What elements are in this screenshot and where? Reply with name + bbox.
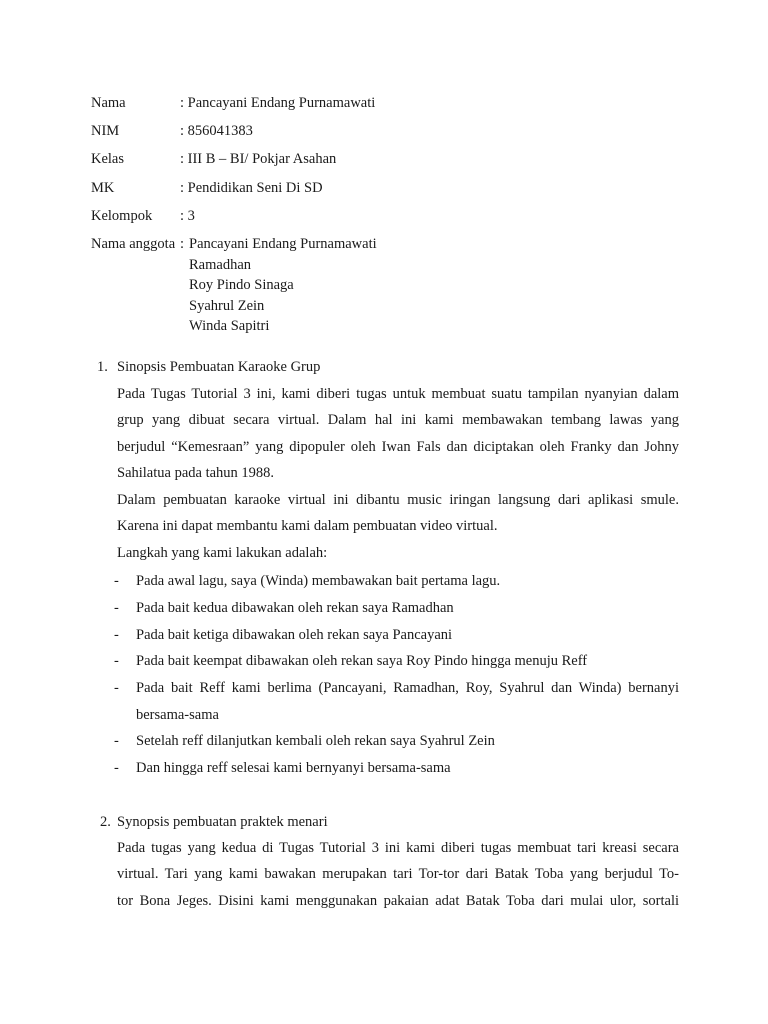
bullet-dash: - xyxy=(114,573,119,589)
value-nim: : 856041383 xyxy=(180,123,253,139)
bullet-dash: - xyxy=(114,653,119,669)
paragraph-line: tor Bona Jeges. Disini kami menggunakan pakaian adat Batak Toba dari mulai ulor, sortali xyxy=(117,893,679,909)
list-item: Setelah reff dilanjutkan kembali oleh rekan saya Syahrul Zein xyxy=(136,733,495,749)
paragraph-line: Dalam pembuatan karaoke virtual ini dibantu music iringan langsung dari aplikasi smule. xyxy=(117,492,679,508)
value-nama: : Pancayani Endang Purnamawati xyxy=(180,95,376,111)
label-mk: MK xyxy=(91,180,115,196)
paragraph-line: Sahilatua pada tahun 1988. xyxy=(117,465,275,481)
section-2-number: 2. xyxy=(100,814,111,830)
value-mk: : Pendidikan Seni Di SD xyxy=(180,180,323,196)
paragraph-line: Pada Tugas Tutorial 3 ini, kami diberi tugas untuk membuat suatu tampilan nyanyian dalam xyxy=(117,386,679,402)
label-nim: NIM xyxy=(91,123,120,139)
value-kelompok: : 3 xyxy=(180,208,195,224)
bullet-dash: - xyxy=(114,600,119,616)
paragraph-line: Karena ini dapat membantu kami dalam pembuatan video virtual. xyxy=(117,518,498,534)
list-item: Pada bait ketiga dibawakan oleh rekan saya Pancayani xyxy=(136,627,453,643)
bullet-dash: - xyxy=(114,680,119,696)
list-item: Pada bait keempat dibawakan oleh rekan saya Roy Pindo hingga menuju Reff xyxy=(136,653,588,669)
list-item-continuation: bersama-sama xyxy=(136,707,219,723)
bullet-dash: - xyxy=(114,733,119,749)
value-kelas: : III B – BI/ Pokjar Asahan xyxy=(180,151,337,167)
members-colon: : xyxy=(180,236,185,252)
paragraph-line: virtual. Tari yang kami bawakan merupakan tari Tor-tor dari Batak Toba yang berjudul To- xyxy=(117,866,679,882)
list-item: Pada bait kedua dibawakan oleh rekan saya Ramadhan xyxy=(136,600,454,616)
label-nama-anggota: Nama anggota xyxy=(91,236,176,252)
bullet-dash: - xyxy=(114,627,119,643)
member-item: Syahrul Zein xyxy=(189,298,265,314)
member-item: Ramadhan xyxy=(189,257,252,273)
section-1-heading: Sinopsis Pembuatan Karaoke Grup xyxy=(117,359,321,375)
list-item: Dan hingga reff selesai kami bernyanyi bersama-sama xyxy=(136,760,451,776)
paragraph-line: berjudul “Kemesraan” yang dipopuler oleh Iwan Fals dan diciptakan oleh Franky dan Johny xyxy=(117,439,679,455)
list-item: Pada awal lagu, saya (Winda) membawakan bait pertama lagu. xyxy=(136,573,501,589)
member-item: Roy Pindo Sinaga xyxy=(189,277,294,293)
paragraph-line: grup yang dibuat secara virtual. Dalam hal ini kami membawakan tembang lawas yang xyxy=(117,412,679,428)
member-item: Winda Sapitri xyxy=(189,318,270,334)
label-nama: Nama xyxy=(91,95,126,111)
bullet-dash: - xyxy=(114,760,119,776)
paragraph-line: Langkah yang kami lakukan adalah: xyxy=(117,545,328,561)
section-1-number: 1. xyxy=(97,359,108,375)
label-kelompok: Kelompok xyxy=(91,208,153,224)
list-item: Pada bait Reff kami berlima (Pancayani, Ramadhan, Roy, Syahrul dan Winda) bernanyi xyxy=(136,680,679,696)
label-kelas: Kelas xyxy=(91,151,125,167)
member-item: Pancayani Endang Purnamawati xyxy=(189,236,377,252)
paragraph-line: Pada tugas yang kedua di Tugas Tutorial 3 ini kami diberi tugas membuat tari kreasi secara xyxy=(117,840,679,856)
section-2-heading: Synopsis pembuatan praktek menari xyxy=(117,814,328,830)
